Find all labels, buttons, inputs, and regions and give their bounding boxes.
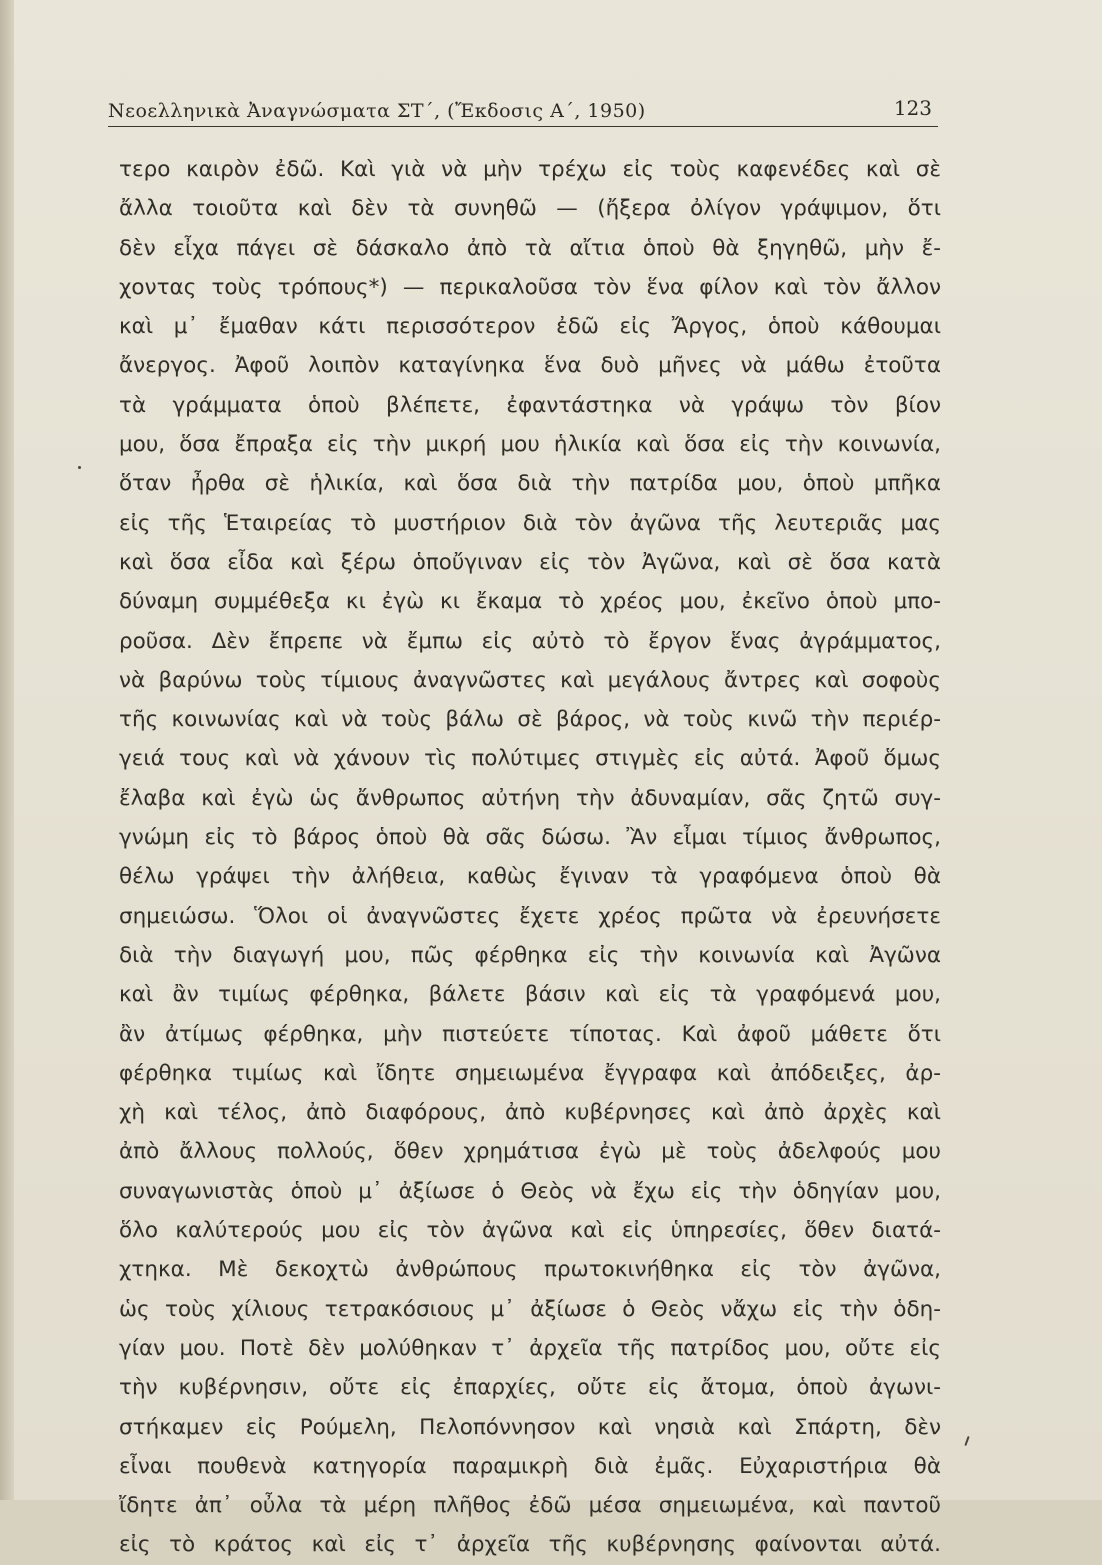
text-line: ἄνεργος. Ἀφοῦ λοιπὸν καταγίνηκα ἕνα δυὸ μῆνες νὰ μάθω ἐτοῦτα bbox=[119, 353, 941, 379]
paper-speck bbox=[964, 1436, 969, 1446]
text-line: τῆς κοινωνίας καὶ νὰ τοὺς βάλω σὲ βάρος, νὰ τοὺς κινῶ τὴν περιέρ- bbox=[119, 707, 941, 733]
body-text bbox=[119, 150, 941, 1565]
text-line: εἶναι πουθενὰ κατηγορία παραμικρὴ διὰ ἐμᾶς. Εὐχαριστήρια θὰ bbox=[119, 1453, 941, 1479]
text-line: θέλω γράψει τὴν ἀλήθεια, καθὼς ἔγιναν τὰ γραφόμενα ὁποὺ θὰ bbox=[119, 864, 941, 890]
text-line: ἴδητε ἀπ᾿ οὖλα τὰ μέρη πλῆθος ἐδῶ μέσα σημειωμένα, καὶ παντοῦ bbox=[119, 1493, 941, 1519]
text-line: χτηκα. Μὲ δεκοχτὼ ἀνθρώπους πρωτοκινήθηκα εἰς τὸν ἀγῶνα, bbox=[119, 1257, 941, 1283]
text-line: καὶ μ᾿ ἔμαθαν κάτι περισσότερον ἐδῶ εἰς Ἄργος, ὁποὺ κάθουμαι bbox=[119, 314, 941, 340]
text-line: γίαν μου. Ποτὲ δὲν μολύθηκαν τ᾿ ἀρχεῖα τῆς πατρίδος μου, οὔτε εἰς bbox=[119, 1335, 941, 1361]
text-line: συναγωνιστὰς ὁποὺ μ᾿ ἀξίωσε ὁ Θεὸς νὰ ἔχω εἰς τὴν ὁδηγίαν μου, bbox=[119, 1178, 941, 1204]
text-line: νὰ βαρύνω τοὺς τίμιους ἀναγνῶστες καὶ μεγάλους ἄντρες καὶ σοφοὺς bbox=[119, 667, 941, 693]
text-line: ροῦσα. Δὲν ἔπρεπε νὰ ἔμπω εἰς αὐτὸ τὸ ἔργον ἕνας ἀγράμματος, bbox=[119, 628, 941, 654]
running-head: Νεοελληνικὰ Ἀναγνώσματα ΣΤ΄, (Ἔκδοσις Α΄, 1950) bbox=[108, 100, 646, 122]
text-line: ἔλαβα καὶ ἐγὼ ὡς ἄνθρωπος αὐτήνη τὴν ἀδυναμίαν, σᾶς ζητῶ συγ- bbox=[119, 785, 941, 811]
text-line: ὅταν ἦρθα σὲ ἡλικία, καὶ ὅσα διὰ τὴν πατρίδα μου, ὁποὺ μπῆκα bbox=[119, 471, 941, 497]
text-line: γνώμη εἰς τὸ βάρος ὁποὺ θὰ σᾶς δώσω. Ἂν εἶμαι τίμιος ἄνθρωπος, bbox=[119, 825, 941, 851]
text-line: ἂν ἀτίμως φέρθηκα, μὴν πιστεύετε τίποτας. Καὶ ἀφοῦ μάθετε ὅτι bbox=[119, 1021, 941, 1047]
text-line: ὡς τοὺς χίλιους τετρακόσιους μ᾿ ἀξίωσε ὁ Θεὸς νἄχω εἰς τὴν ὁδη- bbox=[119, 1296, 941, 1322]
text-line: εἰς τῆς Ἑταιρείας τὸ μυστήριον διὰ τὸν ἀγῶνα τῆς λευτεριᾶς μας bbox=[119, 510, 941, 536]
text-line: ἄλλα τοιοῦτα καὶ δὲν τὰ συνηθῶ — (ἤξερα ὀλίγον γράψιμον, ὅτι bbox=[119, 196, 941, 222]
text-line: τὴν κυβέρνησιν, οὔτε εἰς ἐπαρχίες, οὔτε εἰς ἄτομα, ὁποὺ ἀγωνι- bbox=[119, 1375, 941, 1401]
text-line: τερο καιρὸν ἐδῶ. Καὶ γιὰ νὰ μὴν τρέχω εἰς τοὺς καφενέδες καὶ σὲ bbox=[119, 157, 941, 182]
text-line: καὶ ἂν τιμίως φέρθηκα, βάλετε βάσιν καὶ εἰς τὰ γραφόμενά μου, bbox=[119, 982, 941, 1008]
text-line: μου, ὅσα ἔπραξα εἰς τὴν μικρή μου ἡλικία καὶ ὅσα εἰς τὴν κοινωνία, bbox=[119, 432, 941, 458]
text-line: τὰ γράμματα ὁποὺ βλέπετε, ἐφαντάστηκα νὰ γράψω τὸν βίον bbox=[119, 392, 941, 418]
text-line: ἀπὸ ἄλλους πολλούς, ὅθεν χρημάτισα ἐγὼ μὲ τοὺς ἀδελφούς μου bbox=[119, 1139, 941, 1165]
text-line: καὶ ὅσα εἶδα καὶ ξέρω ὁποὔγιναν εἰς τὸν Ἀγῶνα, καὶ σὲ ὅσα κατὰ bbox=[119, 549, 941, 575]
text-line: στήκαμεν εἰς Ρούμελη, Πελοπόννησον καὶ νησιὰ καὶ Σπάρτη, δὲν bbox=[119, 1414, 941, 1440]
text-line: δύναμη συμμέθεξα κι ἐγὼ κι ἔκαμα τὸ χρέος μου, ἐκεῖνο ὁποὺ μπο- bbox=[119, 589, 941, 615]
text-line: χοντας τοὺς τρόπους*) — περικαλοῦσα τὸν ἕνα φίλον καὶ τὸν ἄλλον bbox=[119, 274, 941, 300]
text-line: φέρθηκα τιμίως καὶ ἴδητε σημειωμένα ἔγγραφα καὶ ἀπόδειξες, ἀρ- bbox=[119, 1060, 941, 1086]
text-line: σημειώσω. Ὅλοι οἱ ἀναγνῶστες ἔχετε χρέος πρῶτα νὰ ἐρευνήσετε bbox=[119, 903, 941, 929]
text-line: εἰς τὸ κράτος καὶ εἰς τ᾿ ἀρχεῖα τῆς κυβέρνησης φαίνονται αὐτά. bbox=[119, 1532, 941, 1558]
text-line: δὲν εἶχα πάγει σὲ δάσκαλο ἀπὸ τὰ αἴτια ὁποὺ θὰ ξηγηθῶ, μὴν ἔ- bbox=[119, 235, 941, 261]
text-line: γειά τους καὶ νὰ χάνουν τὶς πολύτιμες στιγμὲς εἰς αὐτά. Ἀφοῦ ὅμως bbox=[119, 746, 941, 772]
text-line: διὰ τὴν διαγωγή μου, πῶς φέρθηκα εἰς τὴν κοινωνία καὶ Ἀγῶνα bbox=[119, 942, 941, 968]
page-gutter-shadow bbox=[0, 0, 14, 1500]
text-line: χὴ καὶ τέλος, ἀπὸ διαφόρους, ἀπὸ κυβέρνησες καὶ ἀπὸ ἀρχὲς καὶ bbox=[119, 1100, 941, 1126]
text-line: ὅλο καλύτερούς μου εἰς τὸν ἀγῶνα καὶ εἰς ὑπηρεσίες, ὅθεν διατά- bbox=[119, 1218, 941, 1244]
page-header bbox=[108, 92, 938, 127]
paper-speck bbox=[78, 466, 81, 469]
page-number: 123 bbox=[893, 96, 932, 120]
